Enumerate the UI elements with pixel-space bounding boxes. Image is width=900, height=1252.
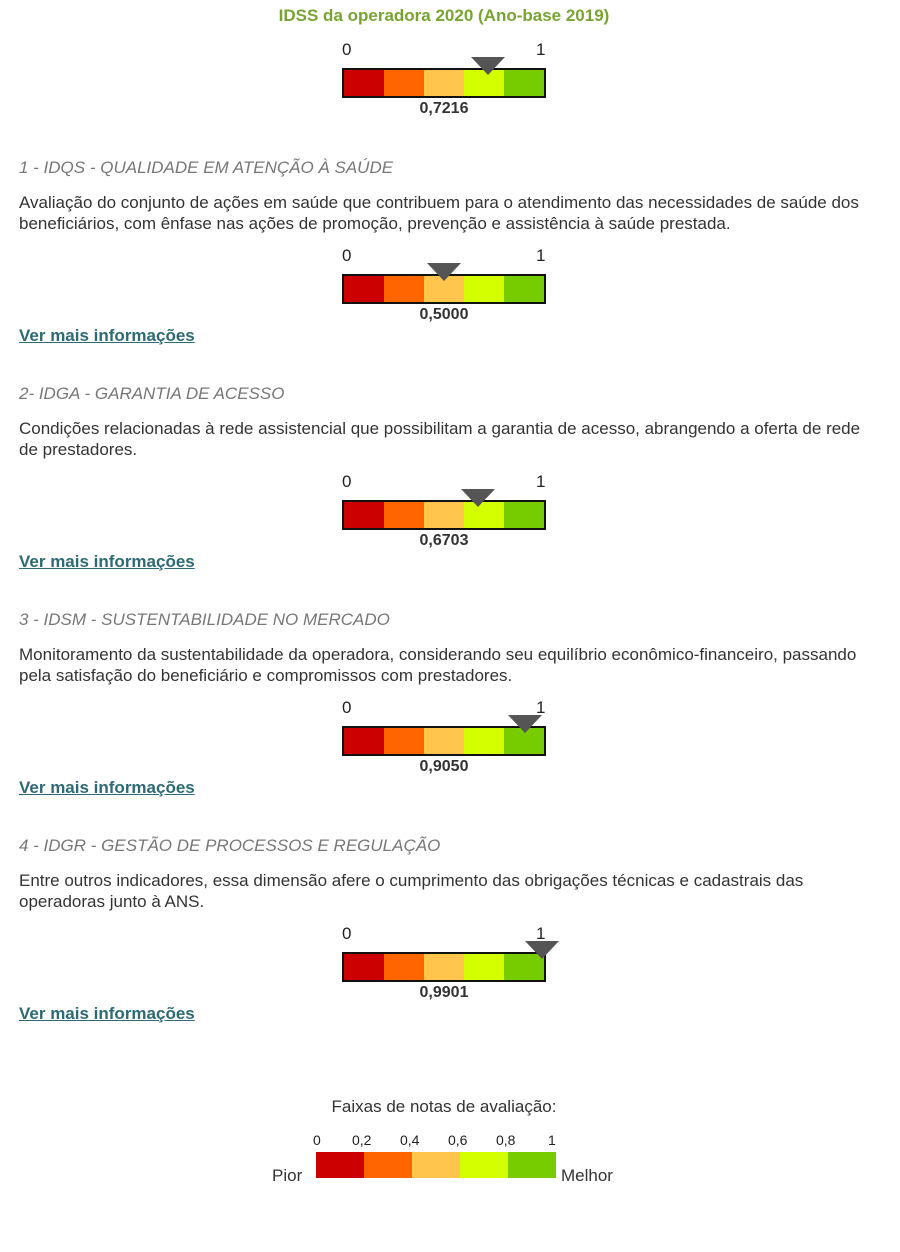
idqs-gauge <box>330 246 560 321</box>
section-description-idsm: Monitoramento da sustentabilidade da operadora, considerando seu equilíbrio econômico-financeiro, passando pela satisfação do beneficiário e compromissos com prestadores. <box>19 645 857 685</box>
gauge-bar <box>342 952 546 982</box>
scale-min-label: 0 <box>342 246 352 265</box>
gauge-segment-orange <box>384 728 424 754</box>
legend-segment-yellow <box>412 1152 460 1178</box>
legend-segment-orange <box>364 1152 412 1178</box>
gauge-segment-lime <box>464 276 504 302</box>
gauge-segment-lime <box>464 954 504 980</box>
gauge-segment-green <box>504 502 544 528</box>
more-info-link-idga[interactable]: Ver mais informações <box>19 552 195 571</box>
scale-max-label: 1 <box>536 246 546 265</box>
more-info-link-idgr[interactable]: Ver mais informações <box>19 1004 195 1023</box>
scale-max-label: 1 <box>536 472 546 491</box>
legend-segment-red <box>316 1152 364 1178</box>
legend-worst-label: Pior <box>272 1166 303 1185</box>
legend-tick: 0 <box>313 1132 321 1148</box>
legend-tick: 0,2 <box>352 1132 372 1148</box>
gauge-segment-orange <box>384 502 424 528</box>
gauge-segment-yellow <box>424 954 464 980</box>
gauge-marker-icon <box>471 57 505 75</box>
legend-tick: 0,6 <box>448 1132 468 1148</box>
gauge-bar <box>342 500 546 530</box>
gauge-marker-icon <box>525 941 559 959</box>
gauge-segment-yellow <box>424 70 464 96</box>
scale-min-label: 0 <box>342 698 352 717</box>
scale-min-label: 0 <box>342 472 352 491</box>
legend-tick: 1 <box>548 1132 556 1148</box>
legend-bar <box>316 1152 556 1178</box>
gauge-segment-red <box>344 276 384 302</box>
scale-max-label: 1 <box>536 924 546 943</box>
section-title-idsm: 3 - IDSM - SUSTENTABILIDADE NO MERCADO <box>19 610 390 629</box>
section-title-idgr: 4 - IDGR - GESTÃO DE PROCESSOS E REGULAÇÃO <box>19 836 441 855</box>
legend-best-label: Melhor <box>561 1166 613 1185</box>
gauge-segment-green <box>504 70 544 96</box>
legend-segment-lime <box>460 1152 508 1178</box>
idga-gauge <box>330 472 560 547</box>
gauge-segment-orange <box>384 276 424 302</box>
gauge-value: 0,5000 <box>419 306 469 323</box>
idsm-gauge <box>330 698 560 773</box>
page-title: IDSS da operadora 2020 (Ano-base 2019) <box>278 6 610 25</box>
gauge-marker-icon <box>427 263 461 281</box>
gauge-segment-orange <box>384 70 424 96</box>
idgr-gauge <box>330 924 560 999</box>
section-title-idga: 2- IDGA - GARANTIA DE ACESSO <box>19 384 285 403</box>
gauge-value: 0,9050 <box>419 758 469 775</box>
gauge-segment-red <box>344 954 384 980</box>
section-description-idga: Condições relacionadas à rede assistencial que possibilitam a garantia de acesso, abrangendo a oferta de rede de prestadores. <box>19 419 861 459</box>
gauge-segment-green <box>504 276 544 302</box>
section-description-idqs: Avaliação do conjunto de ações em saúde que contribuem para o atendimento das necessidades de saúde dos beneficiários, com ênfase nas ações de promoção, prevenção e assistência à saúde prestada. <box>19 193 859 233</box>
more-info-link-idqs[interactable]: Ver mais informações <box>19 326 195 345</box>
gauge-value: 0,6703 <box>419 532 469 549</box>
section-title-idqs: 1 - IDQS - QUALIDADE EM ATENÇÃO À SAÚDE <box>19 158 394 177</box>
more-info-link-idsm[interactable]: Ver mais informações <box>19 778 195 797</box>
scale-min-label: 0 <box>342 924 352 943</box>
gauge-segment-orange <box>384 954 424 980</box>
gauge-segment-red <box>344 728 384 754</box>
gauge-bar <box>342 68 546 98</box>
legend-title: Faixas de notas de avaliação: <box>331 1097 557 1116</box>
overall-gauge <box>330 40 560 115</box>
gauge-segment-yellow <box>424 728 464 754</box>
legend-tick: 0,4 <box>400 1132 420 1148</box>
section-description-idgr: Entre outros indicadores, essa dimensão afere o cumprimento das obrigações técnicas e cadastrais das operadoras junto à ANS. <box>19 871 804 911</box>
legend-tick: 0,8 <box>496 1132 516 1148</box>
gauge-marker-icon <box>461 489 495 507</box>
gauge-value: 0,9901 <box>419 984 469 1001</box>
gauge-segment-yellow <box>424 502 464 528</box>
gauge-segment-red <box>344 502 384 528</box>
gauge-segment-red <box>344 70 384 96</box>
legend-segment-green <box>508 1152 556 1178</box>
scale-max-label: 1 <box>536 40 546 59</box>
gauge-value: 0,7216 <box>419 100 469 117</box>
scale-max-label: 1 <box>536 698 546 717</box>
gauge-marker-icon <box>508 715 542 733</box>
gauge-segment-lime <box>464 728 504 754</box>
scale-min-label: 0 <box>342 40 352 59</box>
